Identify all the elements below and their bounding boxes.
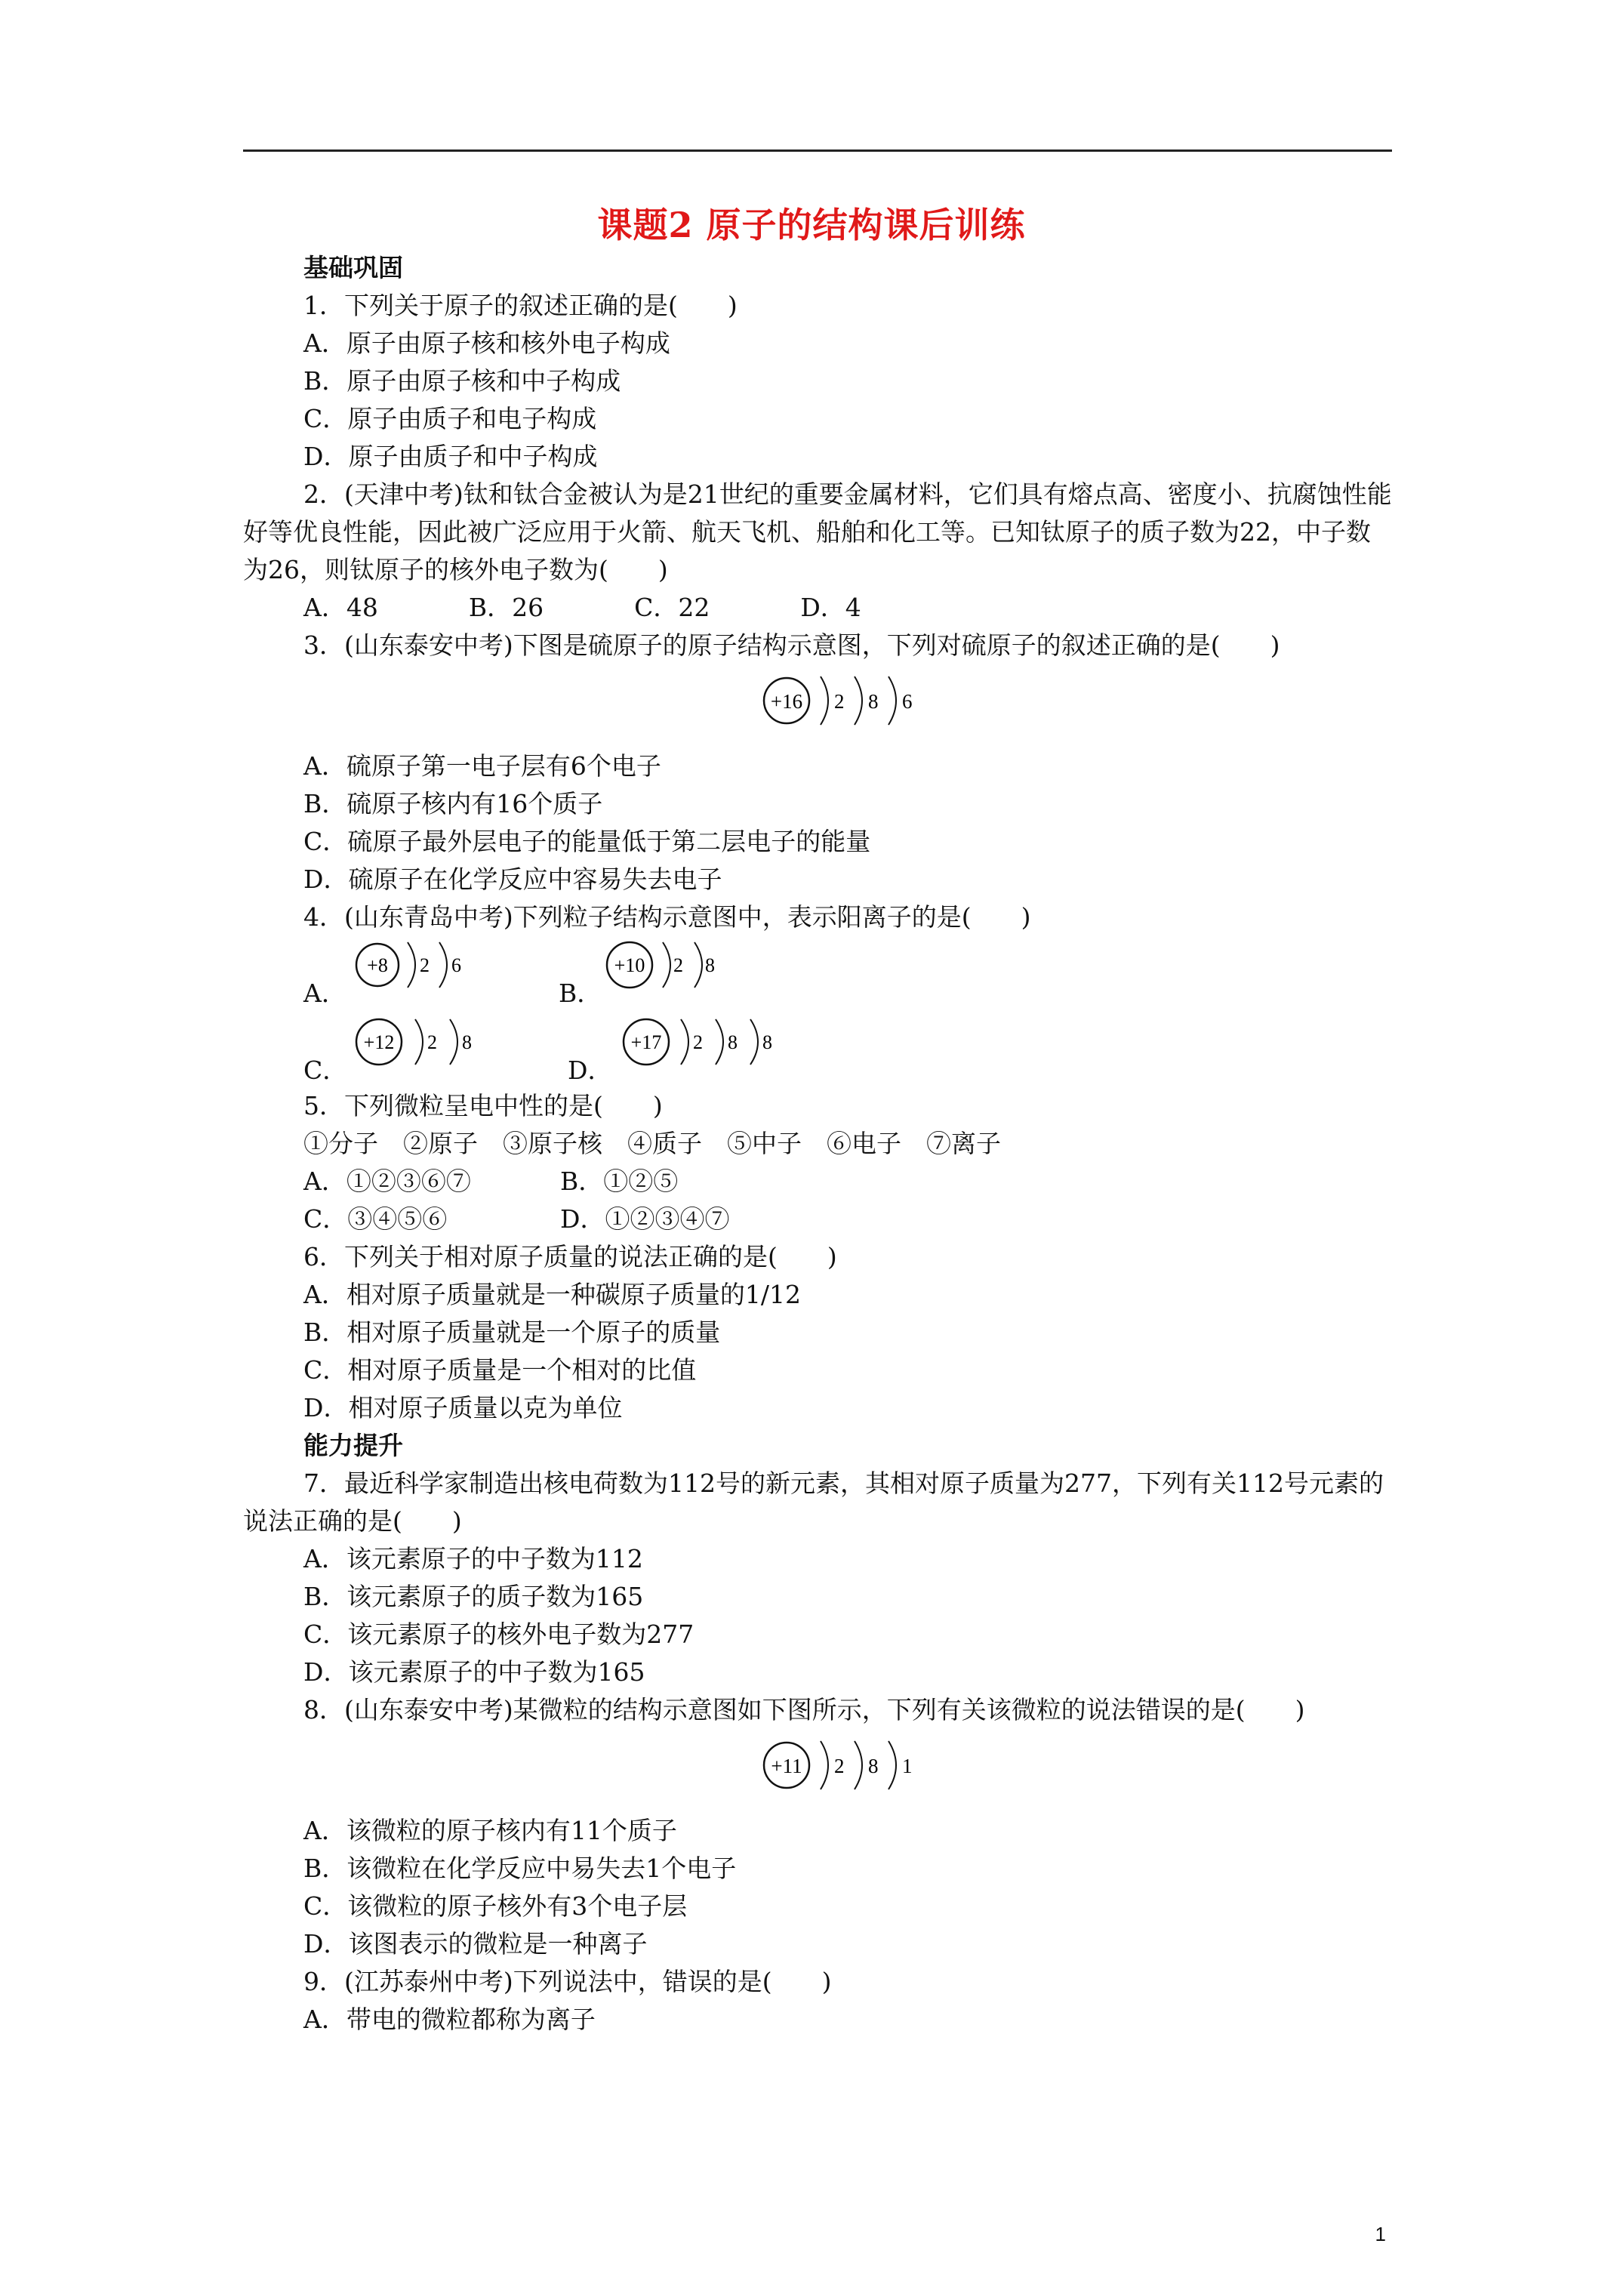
q9-stem: 9．(江苏泰州中考)下列说法中，错误的是( ) — [303, 1967, 832, 1996]
q6-option-d: D．相对原子质量以克为单位 — [303, 1393, 623, 1422]
q4-b-shell-1: 2 — [673, 954, 683, 976]
q4-d-shell-1: 2 — [693, 1031, 703, 1053]
q2-option-d: D．4 — [800, 593, 861, 622]
q4-b-shell-2: 8 — [705, 954, 715, 976]
q5-option-b: B．①②⑤ — [560, 1166, 679, 1196]
section-advanced: 能力提升 — [303, 1431, 403, 1460]
q3-option-c: C．硫原子最外层电子的能量低于第二层电子的能量 — [303, 827, 871, 856]
q1-option-a: A．原子由原子核和核外电子构成 — [303, 328, 670, 358]
q8-option-c: C．该微粒的原子核外有3个电子层 — [303, 1891, 688, 1921]
q4-c-nucleus: +12 — [363, 1031, 395, 1053]
q4-option-c-label: C． — [303, 1056, 348, 1085]
q3-shell-2 — [855, 676, 862, 725]
q2-options — [243, 589, 1392, 627]
q4-row-cd — [243, 1012, 1392, 1087]
q8-option-a: A．该微粒的原子核内有11个质子 — [303, 1816, 677, 1845]
q3-shell-3-count: 6 — [902, 690, 913, 713]
q3-shell-3 — [888, 676, 896, 725]
q5-option-c: C．③④⑤⑥ — [303, 1204, 448, 1234]
q1-stem: 1．下列关于原子的叙述正确的是( ) — [303, 291, 738, 320]
q4-c-shell-1: 2 — [427, 1031, 437, 1053]
q4-a-shell-1: 2 — [420, 954, 430, 976]
q3-shell-2-count: 8 — [868, 690, 879, 713]
q5-items: ①分子 ②原子 ③原子核 ④质子 ⑤中子 ⑥电子 ⑦离子 — [303, 1129, 1001, 1158]
q1-option-b: B．原子由原子核和中子构成 — [303, 366, 621, 396]
q3-stem: 3．(山东泰安中考)下图是硫原子的原子结构示意图，下列对硫原子的叙述正确的是( ) — [303, 630, 1280, 660]
q8-option-b: B．该微粒在化学反应中易失去1个电子 — [303, 1854, 737, 1883]
page-title: 课题2 原子的结构课后训练 — [597, 205, 1026, 245]
q4-c-shell-2: 8 — [462, 1031, 472, 1053]
q7-option-b: B．该元素原子的质子数为165 — [303, 1582, 644, 1611]
q8-stem: 8．(山东泰安中考)某微粒的结构示意图如下图所示，下列有关该微粒的说法错误的是( ) — [303, 1695, 1305, 1724]
q8-shell-1-count: 2 — [834, 1755, 845, 1777]
q3-option-d: D．硫原子在化学反应中容易失去电子 — [303, 864, 722, 894]
q3-atom-diagram — [764, 672, 930, 738]
q4-a-nucleus: +8 — [367, 954, 388, 976]
q4-d-nucleus: +17 — [630, 1031, 662, 1053]
q7-option-d: D．该元素原子的中子数为165 — [303, 1657, 645, 1687]
q9-option-a: A．带电的微粒都称为离子 — [303, 2005, 596, 2034]
q4-option-d-diagram — [621, 1015, 794, 1078]
q4-option-a-diagram — [355, 938, 476, 1001]
q4-option-c-diagram — [353, 1015, 489, 1078]
q4-a-shell-2: 6 — [451, 954, 461, 976]
q6-option-b: B．相对原子质量就是一个原子的质量 — [303, 1318, 721, 1347]
q4-d-shell-2: 8 — [728, 1031, 738, 1053]
q2-option-a: A．48 — [303, 593, 378, 622]
q4-option-b-diagram — [604, 938, 732, 1001]
q4-option-a-label: A． — [303, 978, 346, 1008]
q1-option-d: D．原子由质子和中子构成 — [303, 442, 598, 471]
q5-row-ab — [243, 1163, 1392, 1200]
q2-option-c: C．22 — [634, 593, 710, 622]
q4-d-shell-3: 8 — [762, 1031, 772, 1053]
q4-stem: 4．(山东青岛中考)下列粒子结构示意图中，表示阳离子的是( ) — [303, 902, 1031, 932]
header-rule — [243, 149, 1392, 152]
q3-shell-1 — [821, 676, 828, 725]
q7-option-c: C．该元素原子的核外电子数为277 — [303, 1620, 694, 1649]
q8-diagram-row — [243, 1729, 1392, 1812]
q3-shell-1-count: 2 — [834, 690, 845, 713]
q6-option-a: A．相对原子质量就是一种碳原子质量的1/12 — [303, 1280, 801, 1309]
q3-option-b: B．硫原子核内有16个质子 — [303, 789, 603, 818]
q2-option-b: B．26 — [468, 593, 544, 622]
worksheet-body — [243, 249, 1392, 2039]
q2-stem: 2．(天津中考)钛和钛合金被认为是21世纪的重要金属材料，它们具有熔点高、密度小、抗腐蚀性能好等优良性能，因此被广泛应用于火箭、航天飞机、船舶和化工等。已知钛原子的质子数为22，中子数为26，则钛原子的核外电子数为( ) — [243, 479, 1392, 584]
q8-option-d: D．该图表示的微粒是一种离子 — [303, 1929, 648, 1959]
q7-option-a: A．该元素原子的中子数为112 — [303, 1544, 643, 1573]
q6-option-c: C．相对原子质量是一个相对的比值 — [303, 1355, 697, 1385]
q3-nucleus-label: +16 — [770, 690, 803, 713]
q4-option-b-label: B． — [559, 978, 602, 1008]
page-number: 1 — [1375, 2223, 1386, 2245]
q6-stem: 6．下列关于相对原子质量的说法正确的是( ) — [303, 1242, 837, 1271]
q3-option-a: A．硫原子第一电子层有6个电子 — [303, 751, 661, 781]
q4-row-ab — [243, 936, 1392, 1012]
q4-b-nucleus: +10 — [614, 954, 645, 976]
q4-option-d-label: D． — [568, 1056, 613, 1085]
q5-row-cd — [243, 1200, 1392, 1238]
q8-shell-2-count: 8 — [868, 1755, 879, 1777]
q5-stem: 5．下列微粒呈电中性的是( ) — [303, 1091, 663, 1120]
q8-nucleus-label: +11 — [771, 1755, 802, 1777]
q3-diagram-row — [243, 664, 1392, 747]
q5-option-d: D．①②③④⑦ — [560, 1204, 730, 1234]
q8-atom-diagram — [764, 1737, 930, 1803]
q8-shell-3-count: 1 — [902, 1755, 913, 1777]
section-basic: 基础巩固 — [303, 253, 403, 282]
q5-option-a: A．①②③⑥⑦ — [303, 1166, 471, 1196]
q1-option-c: C．原子由质子和电子构成 — [303, 404, 597, 433]
q7-stem: 7．最近科学家制造出核电荷数为112号的新元素，其相对原子质量为277，下列有关112号元素的说法正确的是( ) — [243, 1469, 1384, 1536]
